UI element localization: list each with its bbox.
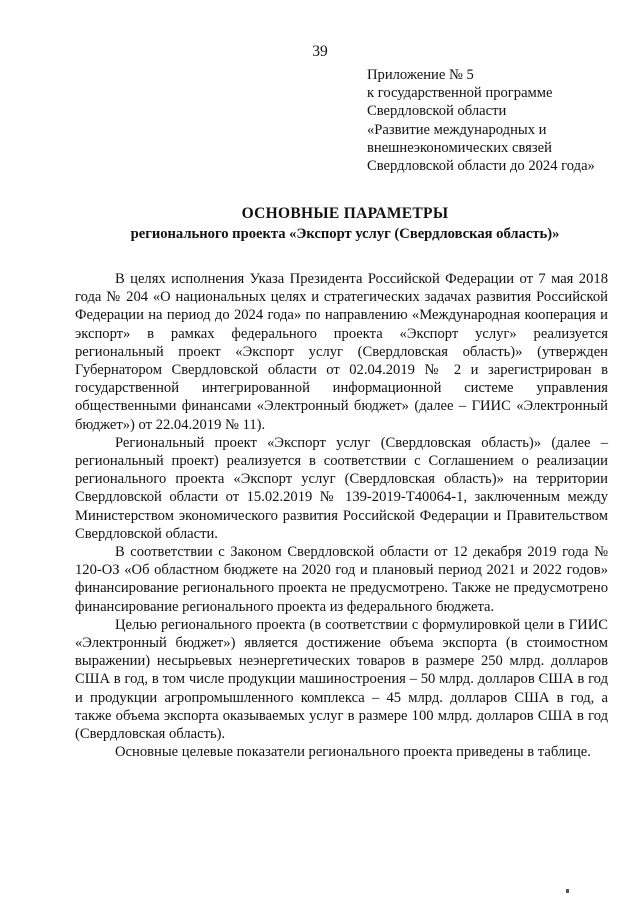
annex-line: Свердловской области до 2024 года» (367, 158, 595, 175)
scan-mark (566, 889, 569, 893)
annex-line: Свердловской области (367, 103, 507, 120)
paragraph: В соответствии с Законом Свердловской области от 12 декабря 2019 года № 120-ОЗ «Об областном бюджете на 2020 год и плановый период 2021 и 2022 годов» финансирование регионального проекта не предусмотрено. Также не предусмотрено финансирование регионального проекта из федерального бюджета. (75, 544, 608, 615)
annex-line: к государственной программе (367, 85, 553, 102)
annex-block (367, 66, 629, 175)
annex-line: Приложение № 5 (367, 67, 474, 83)
page-number: 39 (312, 43, 328, 60)
paragraph: Целью регионального проекта (в соответствии с формулировкой цели в ГИИС «Электронный бюджет») является достижение объема экспорта (в стоимостном выражении) несырьевых неэнергетических товаров в размере 250 млрд. долларов США в год, в том числе продукции машиностроения – 50 млрд. долларов США в год и продукции агропромышленного комплекса – 45 млрд. долларов США в год, а также объема экспорта оказываемых услуг в размере 100 млрд. долларов США в год (Свердловская область). (75, 616, 608, 743)
paragraph: Основные целевые показатели регионального проекта приведены в таблице. (115, 744, 591, 761)
title-main: ОСНОВНЫЕ ПАРАМЕТРЫ (241, 205, 449, 222)
paragraph: В целях исполнения Указа Президента Российской Федерации от 7 мая 2018 года № 204 «О национальных целях и стратегических задачах развития Российской Федерации на период до 2024 года» по направлению «Международная кооперация и экспорт» в рамках федерального проекта «Экспорт услуг» реализуется региональный проект «Экспорт услуг (Свердловская область)» (утвержден Губернатором Свердловской области от 02.04.2019 № 2 и зарегистрирован в государственной интегрированной информационной системе управления общественными финансами «Электронный бюджет» (далее – ГИИС «Электронный бюджет») от 22.04.2019 № 11). (75, 271, 608, 433)
annex-line: «Развитие международных и (367, 121, 547, 138)
annex-line: внешнеэкономических связей (367, 139, 552, 156)
paragraph: Региональный проект «Экспорт услуг (Свердловская область)» (далее – региональный проект) реализуется в соответствии с Соглашением о реализации регионального проекта «Экспорт услуг (Свердловская область)» на территории Свердловской области от 15.02.2019 № 139-2019-Т40064-1, заключенным между Министерством экономического развития Российской Федерации и Правительством Свердловской области. (75, 434, 608, 542)
document-title (40, 204, 640, 244)
title-sub: регионального проекта «Экспорт услуг (Свердловская область)» (130, 226, 560, 242)
body-text (75, 270, 608, 761)
